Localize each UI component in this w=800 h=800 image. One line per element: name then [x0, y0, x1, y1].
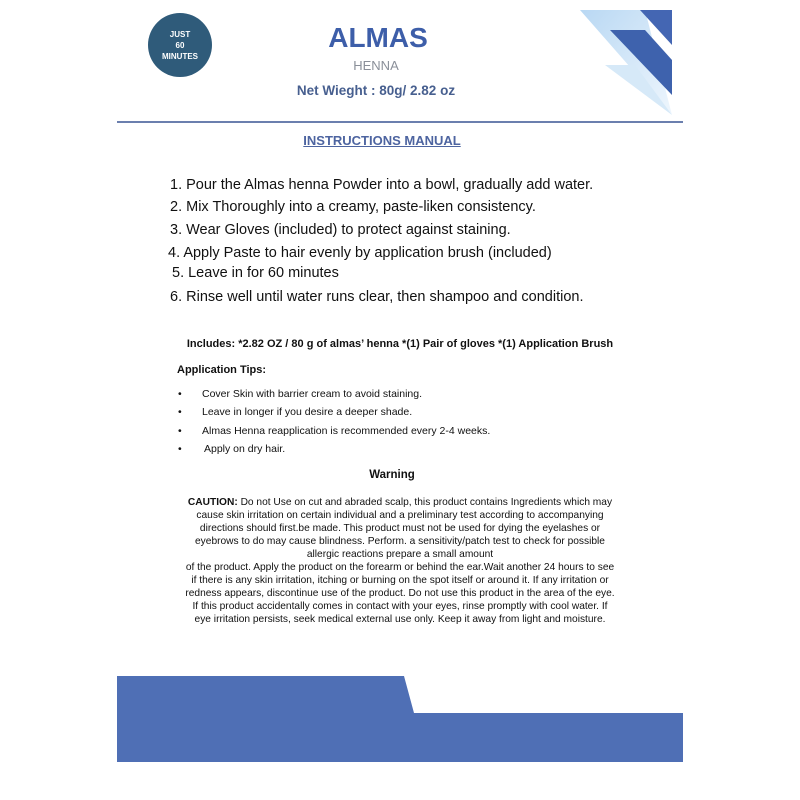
step-item: 3. Wear Gloves (included) to protect against staining.: [170, 222, 511, 238]
tip-text: Leave in longer if you desire a deeper shade.: [202, 406, 413, 418]
step-item: 1. Pour the Almas henna Powder into a bowl, gradually add water.: [170, 177, 594, 193]
caution-line: directions should first.be made. This product must not be used for dying the eyelashes or: [199, 523, 601, 534]
corner-decoration: [575, 5, 680, 120]
tip-item: • Cover Skin with barrier cream to avoid staining.: [178, 388, 423, 400]
caution-paragraph: [150, 496, 650, 626]
caution-line: allergic reactions prepare a small amount: [306, 549, 494, 560]
caution-line: redness appears, discontinue use of the product. Do not use this product in the area of the eye.: [185, 588, 615, 599]
step-item: 6. Rinse well until water runs clear, then shampoo and condition.: [170, 289, 584, 305]
caution-line: eyebrows to do may cause blindness. Perform. a sensitivity/patch test to check for possible: [195, 536, 605, 547]
badge-line: MINUTES: [162, 51, 198, 61]
step-item: 5. Leave in for 60 minutes: [172, 265, 339, 281]
footer-band: [117, 676, 683, 762]
tips-heading: Application Tips:: [177, 364, 267, 376]
caution-line: Do not Use on cut and abraded scalp, this product contains Ingredients which may: [237, 497, 613, 508]
caution-line: of the product. Apply the product on the forearm or behind the ear.Wait another 24 hours to see: [185, 562, 615, 573]
warning-heading: Warning: [369, 469, 415, 481]
brand-title: ALMAS: [328, 22, 428, 53]
caution-line: cause skin irritation on certain individual and a preliminary test according to accompanying: [196, 510, 604, 521]
tip-text: Almas Henna reapplication is recommended every 2-4 weeks.: [202, 425, 491, 437]
caution-line: If this product accidentally comes in contact with your eyes, rinse promptly with cool water. If: [192, 601, 608, 612]
tip-text: Cover Skin with barrier cream to avoid staining.: [202, 388, 423, 400]
includes-text: Includes: *2.82 OZ / 80 g of almas’ henna *(1) Pair of gloves *(1) Application Brush: [186, 338, 614, 350]
badge-line: 60: [175, 40, 185, 50]
step-item: 2. Mix Thoroughly into a creamy, paste-liken consistency.: [170, 199, 536, 215]
caution-line: eye irritation persists, seek medical external use only. Keep it away from light and moisture.: [194, 614, 606, 625]
net-weight: Net Wieght : 80g/ 2.82 oz: [296, 83, 456, 98]
tip-item: • Almas Henna reapplication is recommended every 2-4 weeks.: [178, 425, 491, 437]
caution-line: if there is any skin irritation, itching or burning on the spot itself or around it. If any irritation or: [191, 575, 609, 586]
tip-item: • Apply on dry hair.: [178, 443, 286, 455]
badge-line: JUST: [169, 29, 191, 39]
caution-label: CAUTION:: [187, 497, 238, 508]
tip-item: • Leave in longer if you desire a deeper shade.: [178, 406, 413, 418]
brand-subtitle: HENNA: [353, 58, 399, 73]
step-item: 4. Apply Paste to hair evenly by application brush (included): [168, 245, 552, 261]
tip-text: Apply on dry hair.: [204, 443, 286, 455]
manual-heading: INSTRUCTIONS MANUAL: [303, 133, 461, 148]
header-divider: [117, 121, 683, 123]
